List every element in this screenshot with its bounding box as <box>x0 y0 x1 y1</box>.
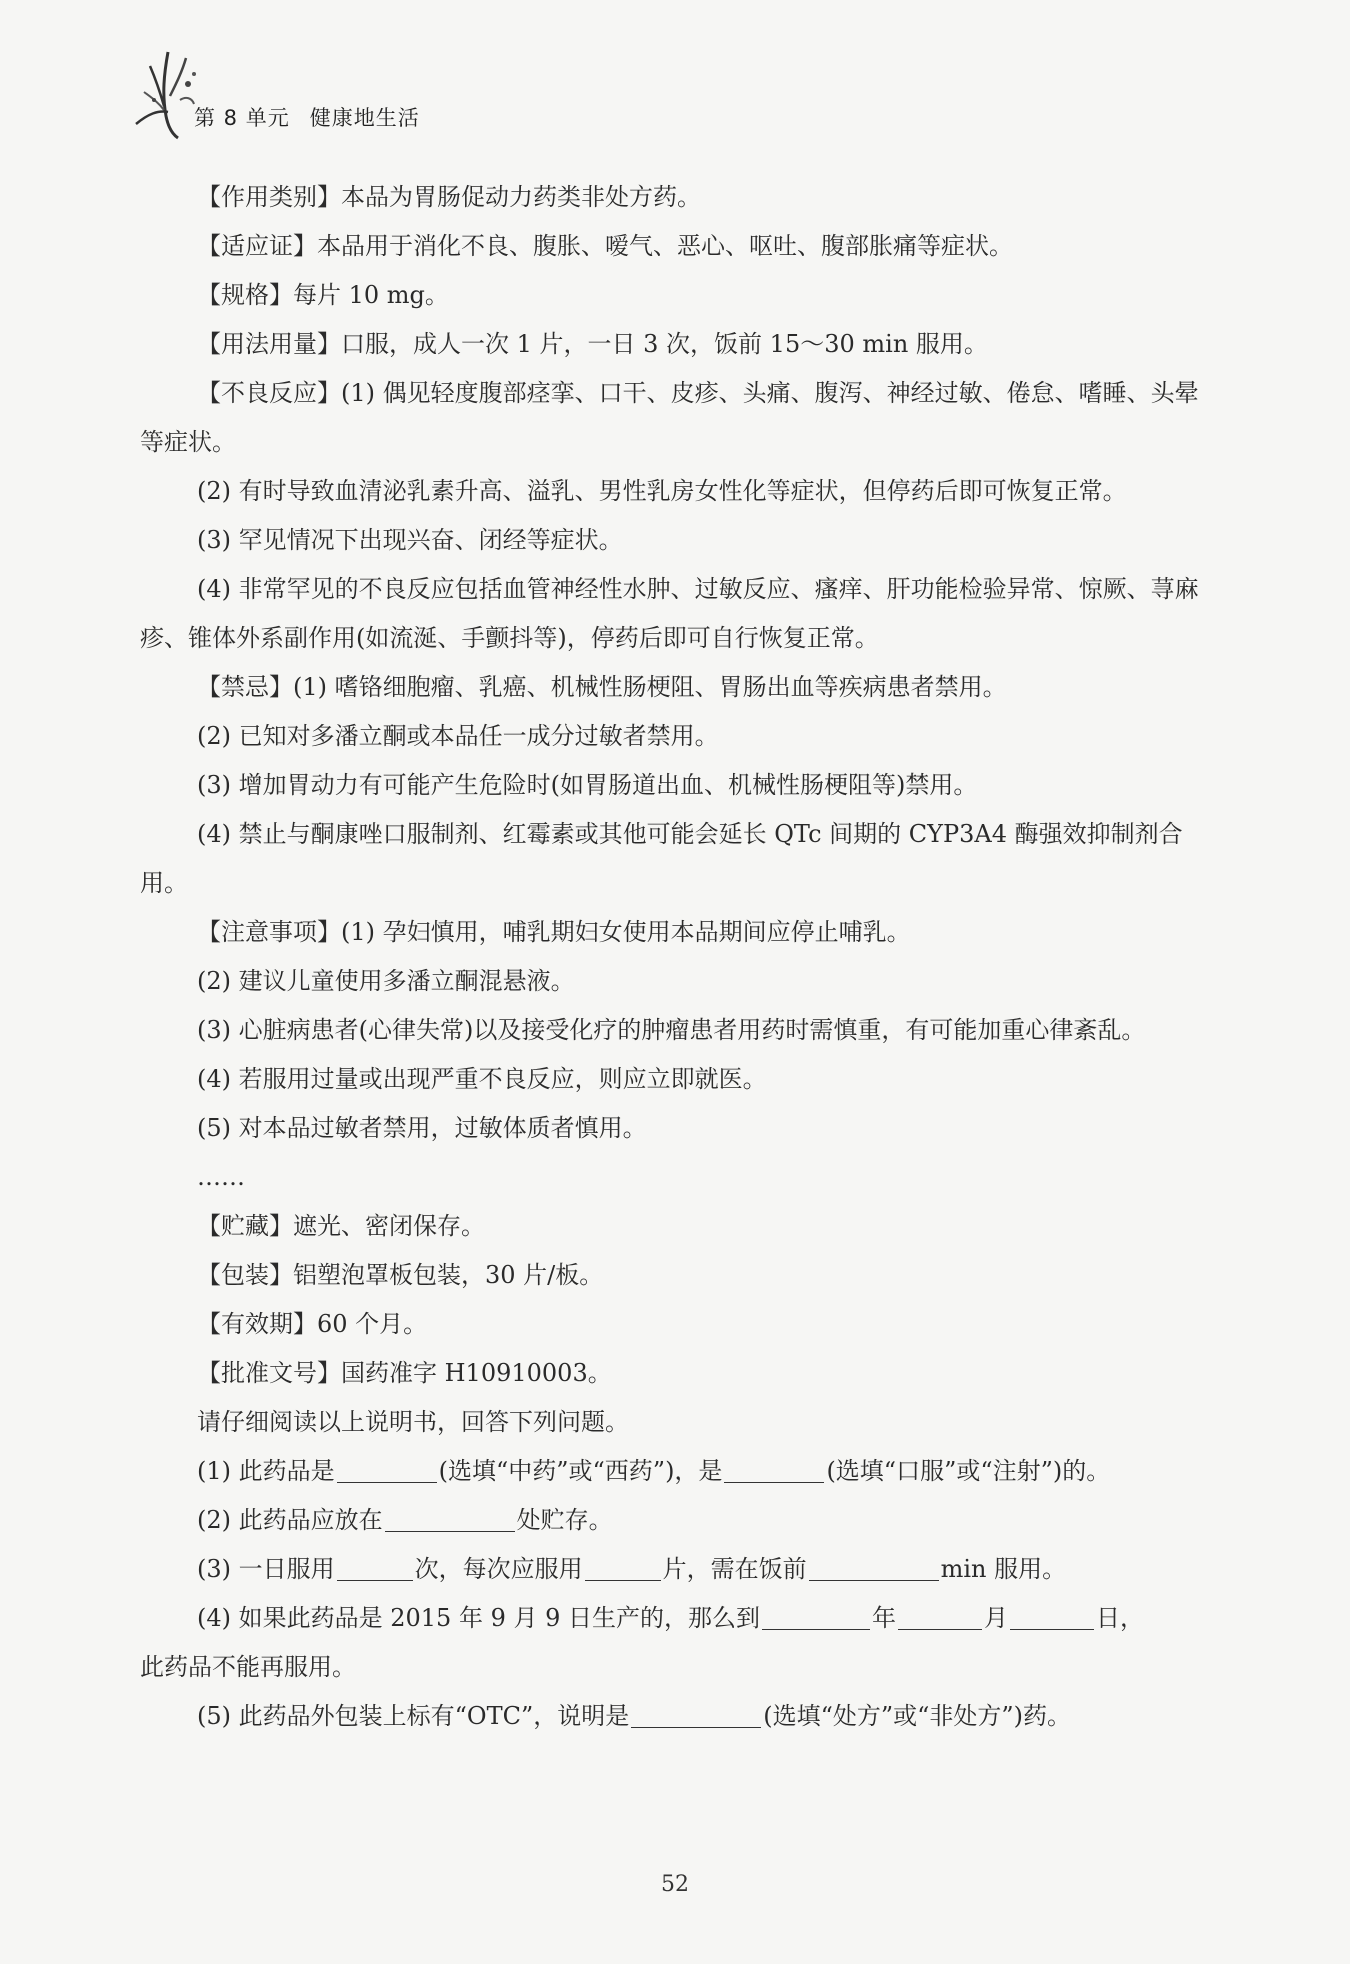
q5-text-b: (选填“处方”或“非处方”)药。 <box>763 1702 1072 1730</box>
paragraph: (2) 有时导致血清泌乳素升高、溢乳、男性乳房女性化等症状，但停药后即可恢复正常。 <box>197 477 1127 505</box>
paragraph: (2) 建议儿童使用多潘立酮混悬液。 <box>197 967 575 995</box>
paragraph: 【批准文号】国药准字 H10910003。 <box>197 1359 612 1387</box>
paragraph: 【作用类别】本品为胃肠促动力药类非处方药。 <box>197 183 701 211</box>
q2-text-a: (2) 此药品应放在 <box>197 1506 383 1534</box>
q2-blank-1[interactable] <box>385 1503 515 1532</box>
paragraph: 【用法用量】口服，成人一次 1 片，一日 3 次，饭前 15～30 min 服用。 <box>197 330 988 358</box>
paragraph: (3) 增加胃动力有可能产生危险时(如胃肠道出血、机械性肠梗阻等)禁用。 <box>197 771 978 799</box>
q5-blank-1[interactable] <box>631 1699 761 1728</box>
q1-text-c: (选填“口服”或“注射”)的。 <box>826 1457 1111 1485</box>
q4-blank-month[interactable] <box>898 1601 982 1630</box>
paragraph: (4) 非常罕见的不良反应包括血管神经性水肿、过敏反应、瘙痒、肝功能检验异常、惊厥、荨麻疹、锥体外系副作用(如流涎、手颤抖等)，停药后即可自行恢复正常。 <box>140 575 1199 652</box>
q4-blank-year[interactable] <box>762 1601 870 1630</box>
unit-title: 健康地生活 <box>309 106 420 130</box>
q4-blank-day[interactable] <box>1010 1601 1094 1630</box>
q3-text-a: (3) 一日服用 <box>197 1555 335 1583</box>
q2-text-b: 处贮存。 <box>516 1506 613 1534</box>
paragraph: (4) 禁止与酮康唑口服制剂、红霉素或其他可能会延长 QTc 间期的 CYP3A4 酶强效抑制剂合用。 <box>140 820 1183 897</box>
q3-blank-2[interactable] <box>585 1552 661 1581</box>
question-1 <box>140 1447 1202 1496</box>
q1-blank-2[interactable] <box>724 1454 824 1483</box>
question-3 <box>140 1545 1202 1594</box>
paragraph: (4) 若服用过量或出现严重不良反应，则应立即就医。 <box>197 1065 767 1093</box>
q3-blank-1[interactable] <box>337 1552 413 1581</box>
paragraph: 【包装】铝塑泡罩板包装，30 片/板。 <box>197 1261 604 1289</box>
q3-blank-3[interactable] <box>809 1552 939 1581</box>
paragraph: (2) 已知对多潘立酮或本品任一成分过敏者禁用。 <box>197 722 719 750</box>
paragraph: (3) 心脏病患者(心律失常)以及接受化疗的肿瘤患者用药时需慎重，有可能加重心律紊乱。 <box>197 1016 1146 1044</box>
q4-text-d: 日， <box>1096 1604 1145 1632</box>
q4-text-a: (4) 如果此药品是 2015 年 9 月 9 日生产的，那么到 <box>197 1604 761 1632</box>
question-4 <box>140 1594 1202 1643</box>
paragraph: 【有效期】60 个月。 <box>197 1310 428 1338</box>
q3-text-b: 次，每次应服用 <box>414 1555 583 1583</box>
question-2 <box>140 1496 1202 1545</box>
q5-text-a: (5) 此药品外包装上标有“OTC”，说明是 <box>197 1702 630 1730</box>
paragraph: 【贮藏】遮光、密闭保存。 <box>197 1212 485 1240</box>
page-header <box>128 44 628 144</box>
q1-blank-1[interactable] <box>337 1454 437 1483</box>
q4-text-c: 月 <box>984 1604 1009 1632</box>
paragraph: 【不良反应】(1) 偶见轻度腹部痉挛、口干、皮疹、头痛、腹泻、神经过敏、倦怠、嗜睡、头晕等症状。 <box>140 379 1199 456</box>
paragraph: 【禁忌】(1) 嗜铬细胞瘤、乳癌、机械性肠梗阻、胃肠出血等疾病患者禁用。 <box>197 673 1007 701</box>
question-5 <box>140 1692 1202 1741</box>
paragraph: 【适应证】本品用于消化不良、腹胀、嗳气、恶心、呕吐、腹部胀痛等症状。 <box>197 232 1013 260</box>
page-number: 52 <box>661 1872 689 1897</box>
paragraph: 【注意事项】(1) 孕妇慎用，哺乳期妇女使用本品期间应停止哺乳。 <box>197 918 911 946</box>
q4-text-b: 年 <box>872 1604 897 1632</box>
unit-number: 第 8 单元 <box>194 106 290 130</box>
unit-label <box>194 102 420 132</box>
document-body <box>140 173 1202 1741</box>
question-4-continued: 此药品不能再服用。 <box>140 1653 356 1681</box>
q1-text-b: (选填“中药”或“西药”)，是 <box>438 1457 723 1485</box>
paragraph: 【规格】每片 10 mg。 <box>197 281 449 309</box>
paragraph: (5) 对本品过敏者禁用，过敏体质者慎用。 <box>197 1114 647 1142</box>
q3-text-d: min 服用。 <box>940 1555 1067 1583</box>
q3-text-c: 片，需在饭前 <box>662 1555 807 1583</box>
ellipsis: …… <box>197 1163 245 1191</box>
paragraph: (3) 罕见情况下出现兴奋、闭经等症状。 <box>197 526 623 554</box>
q1-text-a: (1) 此药品是 <box>197 1457 335 1485</box>
instruction: 请仔细阅读以上说明书，回答下列问题。 <box>197 1408 629 1436</box>
